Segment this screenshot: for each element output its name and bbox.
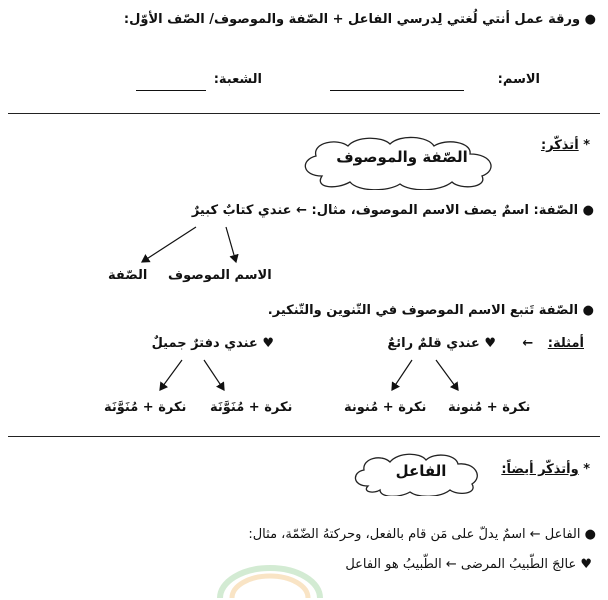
arrow-ex1-right (436, 360, 458, 390)
heart-icon: ♥ (580, 557, 592, 572)
arrow-to-described-noun (226, 227, 236, 262)
arrow-ex1-left (392, 360, 412, 390)
cloud-title-subject: الفاعل (395, 462, 447, 480)
also-remember-heading-text: وأتذكّر أيضاً: (501, 462, 579, 477)
divider-bottom (8, 436, 600, 437)
arrow-ex2-right (204, 360, 224, 390)
def-text: الصّفة: اسمٌ يصف الاسم الموصوف، مثال: (311, 203, 579, 218)
remember-heading-text: أتذكّر: (540, 138, 579, 153)
subject-example-text: عالجَ الطّبيبُ المرضى ← الطّبيبُ هو الفاعل (345, 557, 577, 572)
heading-star: * (583, 138, 590, 153)
subject-definition (248, 527, 596, 542)
example1-right-label: نكرة + مُنونة (448, 400, 531, 415)
label-described-noun: الاسم الموصوف (168, 268, 272, 283)
section-label: الشعبة: (213, 72, 262, 87)
rule-text: الصّفة تَتبع الاسم الموصوف في التّنوين والتّنكير. (267, 303, 579, 318)
example-sentence: عندي كتابٌ كبيرٌ (191, 203, 292, 218)
subject-def-bullet: ● (584, 527, 596, 542)
cloud-title-adjective: الصّفة والموصوف (336, 148, 468, 166)
subject-example (345, 557, 592, 572)
also-remember-heading (501, 462, 590, 477)
rule-bullet: ● (582, 303, 594, 318)
examples-arrow-icon: ← (522, 336, 534, 351)
label-adjective: الصّفة (108, 268, 148, 283)
watermark-arc (210, 560, 330, 600)
example2-left-label: نكرة + مُنَوَّنَة (104, 400, 187, 415)
subject-def-text: الفاعل ← اسمٌ يدلّ على مَن قام بالفعل، وحركتهُ الضّمّة، مثال: (248, 527, 581, 542)
heading-star: * (583, 462, 590, 477)
name-label: الاسم: (497, 72, 540, 87)
arrow-icon: ← (296, 203, 307, 218)
example2-text: عندي دفترٌ جميلٌ (151, 336, 258, 351)
arrow-to-adjective (142, 227, 196, 262)
heart-icon: ♥ (484, 336, 496, 351)
title-bullet: ● (584, 12, 596, 27)
def-bullet: ● (582, 203, 594, 218)
arrow-ex2-left (160, 360, 182, 390)
example2-right-label: نكرة + مُنَوَّنَة (210, 400, 293, 415)
heart-icon: ♥ (262, 336, 274, 351)
examples-heading-text: أمثلة: (547, 336, 584, 351)
example1-left-label: نكرة + مُنونة (344, 400, 427, 415)
title-text: ورقة عمل أنتي لُغتي لِدرسي الفاعل + الصّفة والموصوف/ الصّف الأوّل: (123, 12, 581, 27)
example1-text: عندي قلمٌ رائعٌ (387, 336, 480, 351)
